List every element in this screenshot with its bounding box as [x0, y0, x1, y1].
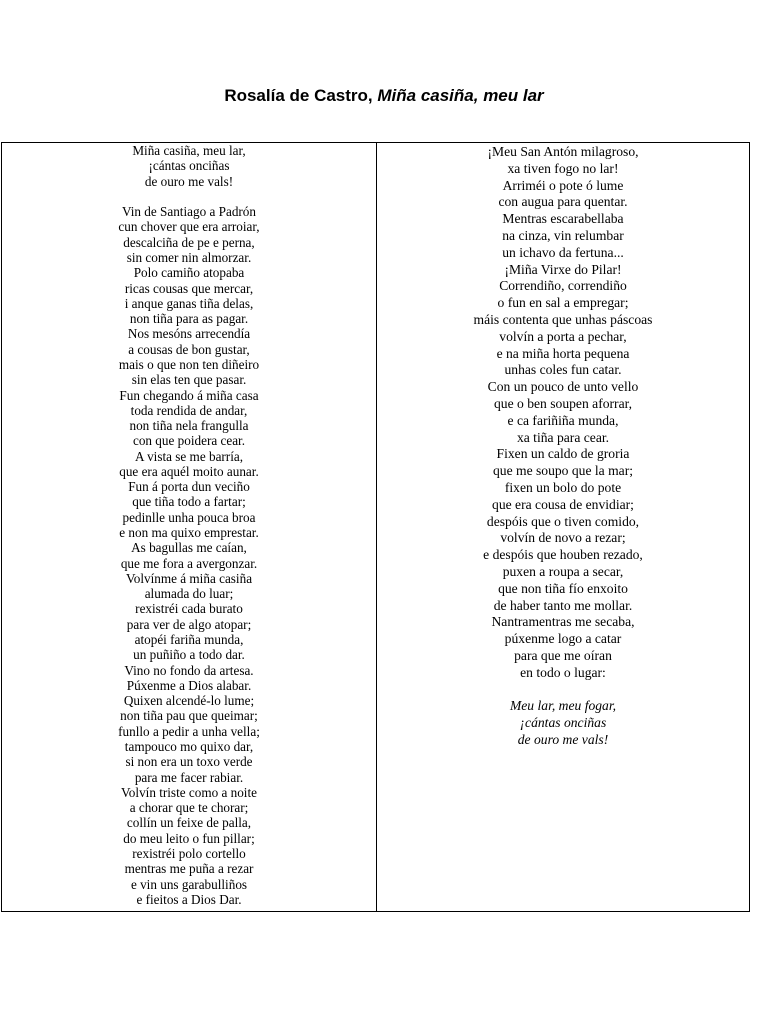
poem-line: funllo a pedir a unha vella; [118, 723, 260, 739]
poem-line: con augua para quentar. [498, 194, 628, 210]
poem-line: cun chover que era arroiar, [118, 219, 260, 235]
poem-line: xa tiven fogo no lar! [507, 160, 619, 176]
poem-line: rexistréi cada burato [135, 601, 243, 617]
poem-line: mentras me puña a rezar [124, 861, 254, 877]
poem-line: unhas coles fun catar. [504, 362, 622, 378]
poem-line: para que me oíran [514, 647, 612, 663]
poem-line: Vin de Santiago a Padrón [122, 204, 256, 220]
poem-line: e fieitos a Dios Dar. [136, 891, 242, 907]
poem-line: ricas cousas que mercar, [124, 280, 254, 296]
poem-line: que tiña todo a fartar; [132, 494, 246, 510]
poem-line: Fixen un caldo de groria [496, 446, 630, 462]
poem-column-left [2, 143, 377, 911]
poem-line: que era cousa de envidiar; [492, 496, 634, 512]
poem-line: en todo o lugar: [520, 664, 606, 680]
poem-line: Volvín triste como a noite [120, 784, 257, 800]
poem-line: si non era un toxo verde [125, 754, 253, 770]
poem-line: collín un feixe de palla, [126, 815, 252, 831]
refrain-line: ¡cántas onciñas [519, 715, 607, 731]
poem-line: e vin uns garabulliños [130, 876, 248, 892]
poem-line: Correndiño, correndiño [499, 278, 627, 294]
document-title [0, 86, 768, 106]
poem-line: de ouro me vals! [144, 173, 234, 189]
stanza-break [377, 682, 749, 699]
poem-line: tampouco mo quixo dar, [124, 738, 254, 754]
poem-line: e despóis que houben rezado, [483, 547, 643, 563]
poem-line: que me soupo que la mar; [492, 463, 634, 479]
poem-line: atopéi fariña munda, [134, 632, 244, 647]
title-work: Miña casiña, meu lar [377, 86, 544, 105]
poem-line: Arriméi o pote ó lume [502, 177, 624, 193]
refrain-line: Meu lar, meu fogar, [509, 698, 617, 714]
poem-line: sin elas ten que pasar. [131, 372, 247, 388]
poem-line: para me facer rabiar. [134, 769, 244, 785]
poem-line: e na miña horta pequena [496, 345, 630, 361]
poem-line: non tiña pau que queimar; [120, 708, 258, 724]
poem-line: puxen a roupa a secar, [502, 563, 624, 579]
poem-line: e non ma quixo emprestar. [119, 525, 259, 541]
poem-line: de haber tanto me mollar. [493, 597, 633, 613]
poem-line: Vino no fondo da artesa. [124, 662, 254, 678]
poem-line: que non tiña fío enxoito [498, 580, 628, 596]
poem-line: As bagullas me caían, [131, 540, 247, 556]
poem-line: e ca fariñiña munda, [507, 412, 619, 428]
poem-line: descalciña de pe e perna, [123, 234, 255, 250]
title-author: Rosalía de Castro, [224, 86, 373, 105]
poem-line: toda rendida de andar, [130, 402, 248, 418]
poem-line: volvín de novo a rezar; [500, 530, 626, 546]
poem-line: Mentras escarabellaba [502, 211, 624, 227]
poem-line: Quixen alcendé-lo lume; [123, 693, 255, 709]
poem-line: Miña casiña, meu lar, [132, 143, 246, 158]
poem-line: púxenme logo a catar [504, 631, 622, 647]
poem-line: fixen un bolo do pote [504, 479, 622, 495]
poem-line: Con un pouco de unto vello [487, 379, 639, 395]
poem-line: un puñiño a todo dar. [133, 647, 245, 663]
poem-line: xa tiña para cear. [516, 429, 610, 445]
stanza-break [2, 189, 376, 204]
poem-line: que era aquél moito aunar. [119, 463, 259, 479]
poem-line: máis contenta que unhas páscoas [473, 311, 653, 327]
poem-line: que me fora a avergonzar. [120, 555, 258, 571]
poem-line: ¡cántas onciñas [148, 158, 230, 174]
refrain-line: de ouro me vals! [517, 731, 609, 747]
poem-line: Nos mesóns arrecendía [127, 326, 251, 342]
poem-line: a chorar que te chorar; [129, 800, 249, 816]
poem-line: que o ben soupen aforrar, [494, 395, 632, 411]
poem-line: Volvínme á miña casiña [125, 570, 253, 586]
poem-line: A vista se me barría, [134, 448, 244, 464]
poem-column-right [377, 143, 749, 911]
poem-line: o fun en sal a empregar; [497, 295, 629, 311]
poem-line: ¡Miña Virxe do Pilar! [504, 261, 622, 277]
poem-line: volvín a porta a pechar, [499, 328, 627, 344]
poem-line: para ver de algo atopar; [126, 616, 252, 632]
poem-line: despóis que o tiven comido, [486, 513, 640, 529]
poem-table [1, 142, 750, 912]
poem-line: na cinza, vin relumbar [502, 227, 624, 243]
poem-line: pedinlle unha pouca broa [122, 509, 256, 525]
poem-line: sin comer nin almorzar. [126, 249, 252, 265]
poem-line: Púxenme a Dios alabar. [126, 677, 252, 693]
poem-line: i anque ganas tiña delas, [124, 295, 254, 311]
poem-line: Fun chegando á miña casa [119, 387, 259, 403]
poem-line: a cousas de bon gustar, [128, 341, 250, 357]
poem-line: Polo camiño atopaba [133, 265, 245, 281]
poem-line: rexistréi polo cortello [132, 845, 246, 861]
poem-line: do meu leito o fun pillar; [123, 830, 255, 846]
poem-line: con que poidera cear. [132, 433, 246, 449]
poem-line: ¡Meu San Antón milagroso, [487, 144, 639, 159]
poem-line: Nantramentras me secaba, [491, 614, 635, 630]
poem-line: alumada do luar; [144, 586, 234, 602]
poem-line: Fun á porta dun veciño [128, 479, 250, 495]
poem-line: non tiña nela frangulla [129, 418, 249, 434]
poem-line: mais o que non ten diñeiro [118, 356, 260, 372]
poem-line: un ichavo da fertuna... [502, 244, 624, 260]
poem-lines-left [2, 143, 376, 907]
poem-line: non tiña para as pagar. [129, 311, 249, 327]
poem-lines-right [377, 144, 749, 749]
